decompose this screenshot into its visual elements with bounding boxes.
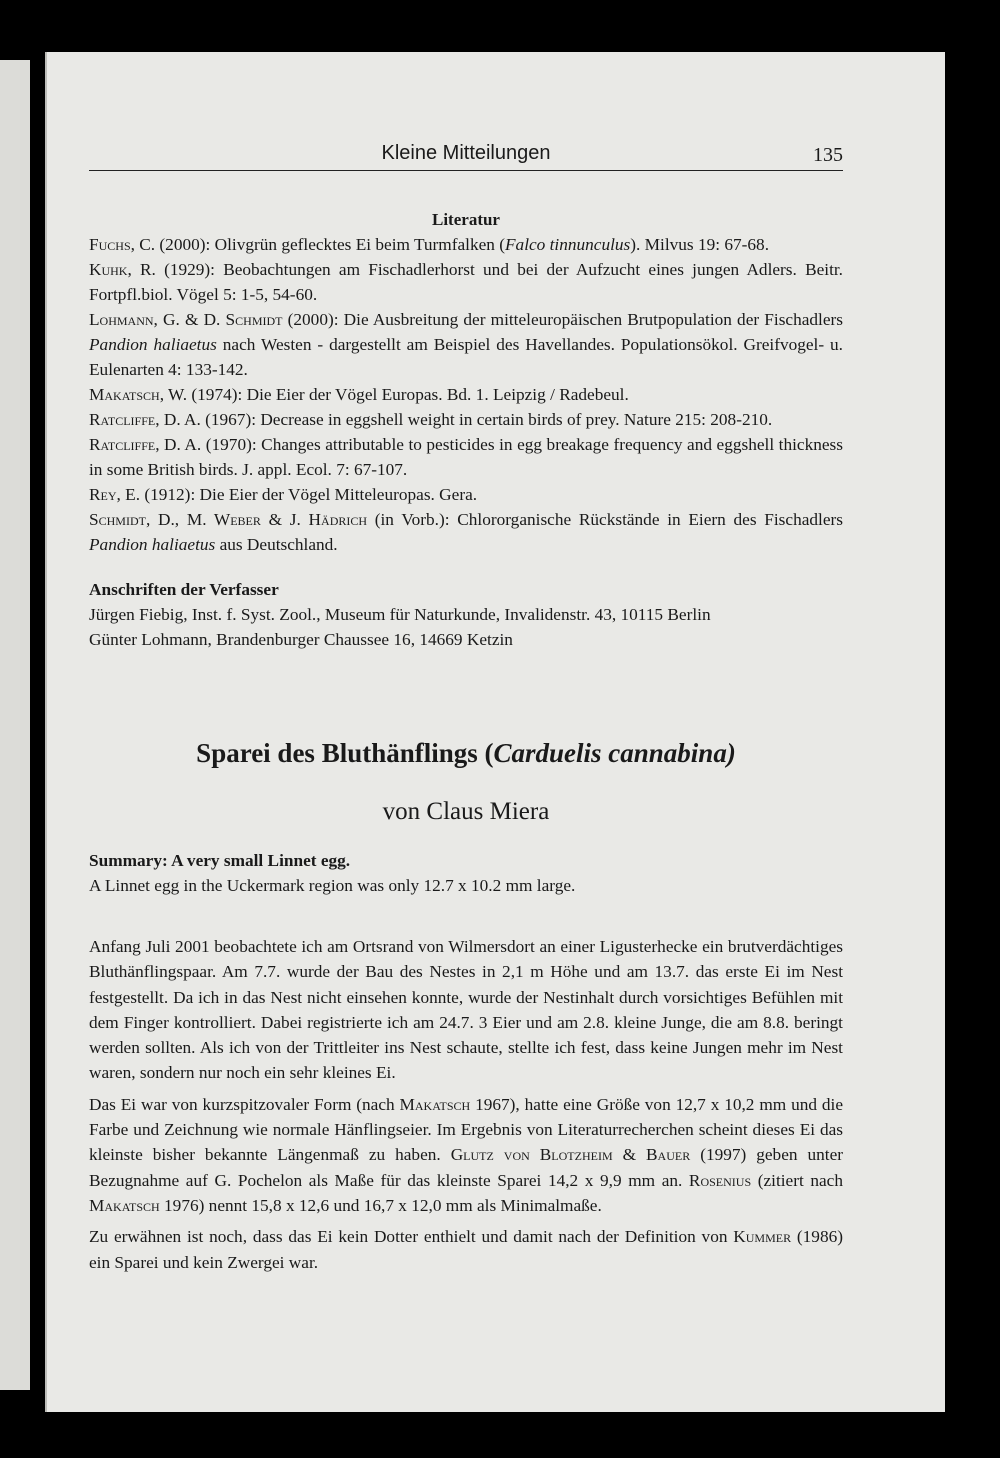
adjacent-page-edge [0,60,30,1390]
address-line: Günter Lohmann, Brandenburger Chaussee 16, 14669 Ketzin [89,630,513,649]
reference-entry [89,507,843,557]
reference-text: ). Milvus 19: 67-68. [630,235,770,254]
reference-entry [89,257,843,307]
article-title [89,738,843,769]
reference-text: (2000): Die Ausbreitung der mitteleuropäischen Brutpopulation der Fischadlers [282,310,843,329]
article-title-species: Carduelis cannabina) [493,738,736,768]
reference-author: Makatsch, W. [89,385,188,404]
text-run: (zitiert nach [751,1170,843,1190]
reference-author: Lohmann, G. & D. Schmidt [89,310,283,329]
cited-author: Glutz von Blotzheim & Bauer [450,1145,691,1165]
running-header [89,140,843,171]
reference-entry [89,307,843,382]
body-paragraph [89,1224,843,1275]
text-run: Das Ei war von kurzspitzovaler Form (nach [89,1094,400,1114]
body-paragraph [89,1092,843,1218]
cited-author: Makatsch [399,1094,471,1114]
reference-text: (1970): Changes attributable to pesticides in egg breakage frequency and eggshell thickness in some British birds. J. appl. Ecol. 7: 67-107. [89,435,843,479]
reference-list [89,232,843,557]
reference-text: nach Westen - dargestellt am Beispiel des Havellandes. Populationsökol. Greifvogel- u. Eulenarten 4: 133-142. [89,335,843,379]
reference-author: Kuhk, R. [89,260,156,279]
cited-author: Kummer [733,1227,792,1247]
summary [89,848,843,898]
reference-author: Schmidt, D., M. Weber & J. Hädrich [89,510,368,529]
address-line: Jürgen Fiebig, Inst. f. Syst. Zool., Museum für Naturkunde, Invalidenstr. 43, 10115 Berlin [89,605,711,624]
reference-entry [89,407,843,432]
reference-entry [89,432,843,482]
reference-entry [89,232,843,257]
text-run: (1986) ein Sparei und kein Zwergei war. [89,1227,843,1272]
text-run: 1976) nennt 15,8 x 12,6 und 16,7 x 12,0 mm als Minimalmaße. [159,1195,602,1215]
article-body [89,934,843,1281]
summary-heading: Summary: A very small Linnet egg. [89,851,351,870]
reference-text: (1929): Beobachtungen am Fischadlerhorst und bei der Aufzucht eines jungen Adlers. Beitr. Fortpfl.biol. Vögel 5: 1-5, 54-60. [89,260,843,304]
cited-author: Rosenius [688,1170,752,1190]
reference-text: aus Deutschland. [215,535,338,554]
reference-text: (2000): Olivgrün geflecktes Ei beim Turmfalken ( [155,235,505,254]
header-title: Kleine Mitteilungen [381,142,551,164]
page-number: 135 [813,144,843,166]
cited-author: Makatsch [89,1195,160,1215]
reference-text: (1967): Decrease in eggshell weight in certain birds of prey. Nature 215: 208-210. [200,410,773,429]
text-run: Zu erwähnen ist noch, dass das Ei kein Dotter enthielt und damit nach der Definition von [89,1227,734,1247]
text-run: 1967), hatte eine Größe von 12,7 x 10,2 mm und die Farbe und Zeichnung wie normale Hänflingseier. Im Ergebnis von Literaturrecherchen scheint dieses Ei das kleinste bisher bekannte Längenmaß zu haben. [89,1094,843,1165]
reference-entry [89,382,843,407]
reference-species: Pandion haliaetus [89,535,216,554]
reference-text: (1974): Die Eier der Vögel Europas. Bd. 1. Leipzig / Radebeul. [187,385,629,404]
reference-text: (in Vorb.): Chlororganische Rückstände in Eiern des Fischadlers [367,510,843,529]
reference-author: Ratcliffe, D. A. [89,410,201,429]
journal-page [45,52,945,1412]
article-title-text: Sparei des Bluthänflings ( [196,738,494,768]
addresses-heading: Anschriften der Verfasser [89,580,279,599]
reference-text: (1912): Die Eier der Vögel Mitteleuropas. Gera. [140,485,478,504]
literature-heading: Literatur [432,210,500,229]
reference-entry [89,482,843,507]
body-paragraph: Anfang Juli 2001 beobachtete ich am Ortsrand von Wilmersdort an einer Ligusterhecke ein brutverdächtiges Bluthänflingspaar. Am 7.7. wurde der Bau des Nestes in 2,1 m Höhe und am 13.7. das erste Ei im Nest festgestellt. Da ich in das Nest nicht einsehen konnte, wurde der Nestinhalt durch vorsichtiges Befühlen mit dem Finger kontrolliert. Dabei registrierte ich am 24.7. 3 Eier und am 2.8. kleine Junge, die am 8.8. beringt werden sollten. Als ich von der Trittleiter ins Nest schaute, stellte ich fest, dass keine Jungen mehr im Nest waren, sondern nur noch ein sehr kleines Ei. [89,937,843,1083]
text-run: (1997) geben unter Bezugnahme auf G. Pochelon als Maße für das kleinste Sparei 14,2 x 9,9 mm an. [89,1145,843,1190]
addresses-section [89,577,843,652]
summary-text: A Linnet egg in the Uckermark region was only 12.7 x 10.2 mm large. [89,876,576,895]
reference-author: Ratcliffe, D. A. [89,435,202,454]
reference-species: Falco tinnunculus [505,235,631,254]
article-author: von Claus Miera [382,798,550,825]
reference-author: Fuchs, C. [89,235,156,254]
reference-author: Rey, E. [89,485,141,504]
reference-species: Pandion haliaetus [89,335,217,354]
